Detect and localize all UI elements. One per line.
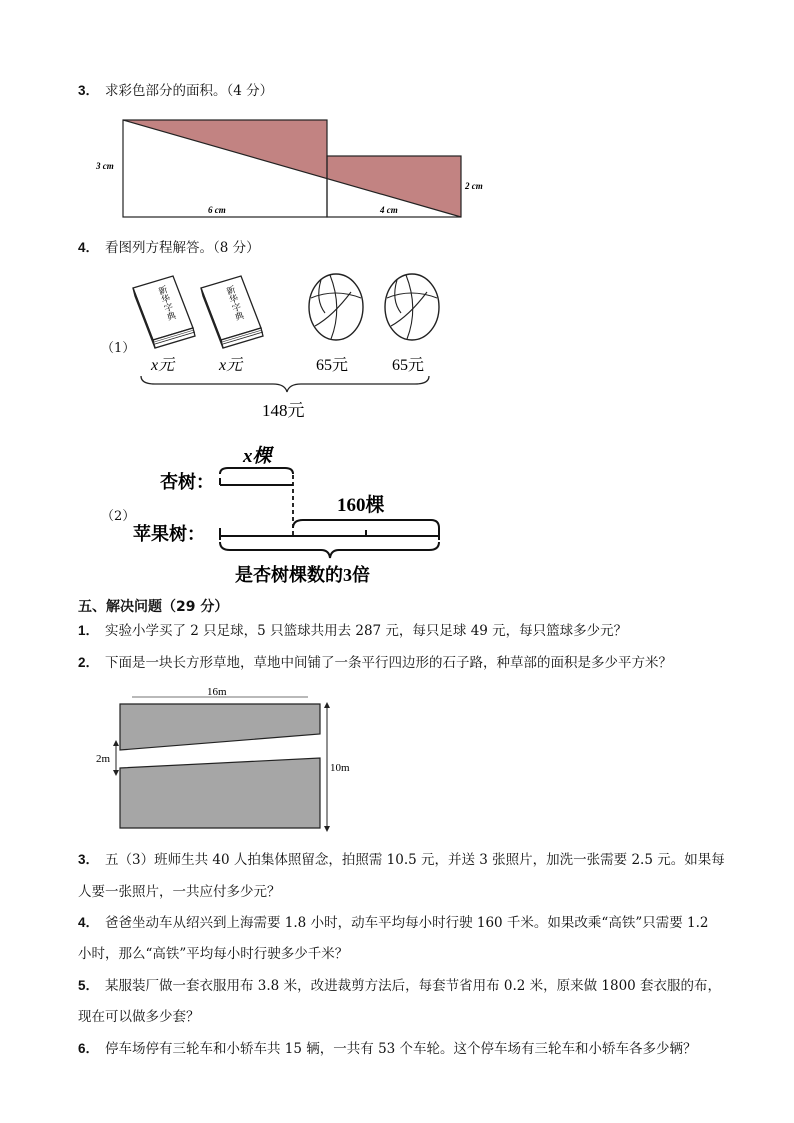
part-2-label: （2） [101,509,136,524]
question-3-heading [78,82,273,100]
problem-text: 爸爸坐动车从绍兴到上海需要 1.8 小时，动车平均每小时行驶 160 千米。如果改乘“高铁”只需要 1.2 [105,915,709,931]
x-brace [220,468,293,474]
problem-text: 实验小学买了 2 只足球，5 只篮球共用去 287 元，每只足球 49 元，每只篮球多少元？ [105,623,628,639]
problem-text: 五（3）班师生共 40 人拍集体照留念，拍照需 10.5 元，并送 3 张照片，加洗一张需要 2.5 元。如果每 [105,852,725,868]
problem-5 [78,977,721,995]
question-number: 4． [78,240,100,255]
total-brace [220,542,439,558]
apple-row-label: 苹果树： [133,524,205,544]
books-balls-figure [125,268,455,428]
top-width-label: 16m [207,686,227,698]
problem-text: 某服装厂做一套衣服用布 3.8 米，改进裁剪方法后，每套节省用布 0.2 米，原来做 1800 套衣服的布， [105,978,722,994]
problem-1 [78,622,627,640]
basketball-icon [385,274,439,340]
difference-brace [293,520,439,528]
problem-number: 3． [78,852,100,867]
problem-3 [78,851,725,869]
shaded-area-figure [90,112,490,222]
lawn-figure [92,686,362,836]
left-height-label: 3 cm [96,161,114,171]
question-text: 看图列方程解答。（8 分） [105,240,260,256]
right-height-label: 2 cm [465,181,483,191]
problem-number: 1． [78,623,100,638]
question-text: 求彩色部分的面积。（4 分） [105,83,274,99]
difference-label: 160棵 [337,495,385,516]
book-price-label: x元 [219,357,243,374]
problem-3-continued: 人要一张照片，一共应付多少元？ [78,884,281,900]
problem-4 [78,914,708,932]
problem-number: 2． [78,655,100,670]
problem-text: 下面是一块长方形草地，草地中间铺了一条平行四边形的石子路，种草部的面积是多少平方米？ [105,655,673,671]
problem-6 [78,1040,697,1058]
problem-2 [78,654,672,672]
question-4-heading [78,239,260,257]
problem-number: 4． [78,915,100,930]
ball-price-label: 65元 [392,357,425,374]
dictionary-book-icon [133,276,195,348]
book-title: 新华字典 [224,284,245,322]
tree-diagram [125,440,455,590]
ball-price-label: 65元 [316,357,349,374]
book-price-label: x元 [151,357,175,374]
problem-5-continued: 现在可以做多少套？ [78,1009,200,1025]
section-title: 五、解决问题（29 分） [78,599,229,615]
problem-number: 6． [78,1041,100,1056]
right-width-label: 4 cm [380,205,398,215]
basketball-icon [309,274,363,340]
dictionary-book-icon [201,276,263,348]
gap-label: 2m [96,753,111,765]
apricot-row-label: 杏树： [160,472,214,492]
part-1-label: （1） [101,341,136,356]
problem-number: 5． [78,978,100,993]
x-label: x棵 [243,446,272,467]
multiple-note: 是杏树棵数的3倍 [235,565,370,585]
left-width-label: 6 cm [208,205,226,215]
total-label: 148元 [262,401,305,420]
problem-text: 停车场停有三轮车和小轿车共 15 辆，一共有 53 个车轮。这个停车场有三轮车和小轿车各多少辆？ [105,1041,697,1057]
lawn-upper-part [120,704,320,750]
problem-4-continued: 小时，那么“高铁”平均每小时行驶多少千米？ [78,946,349,962]
question-number: 3． [78,83,100,98]
height-label: 10m [330,762,350,774]
total-brace [141,376,429,392]
lawn-lower-part [120,758,320,828]
book-title: 新华字典 [156,284,177,322]
